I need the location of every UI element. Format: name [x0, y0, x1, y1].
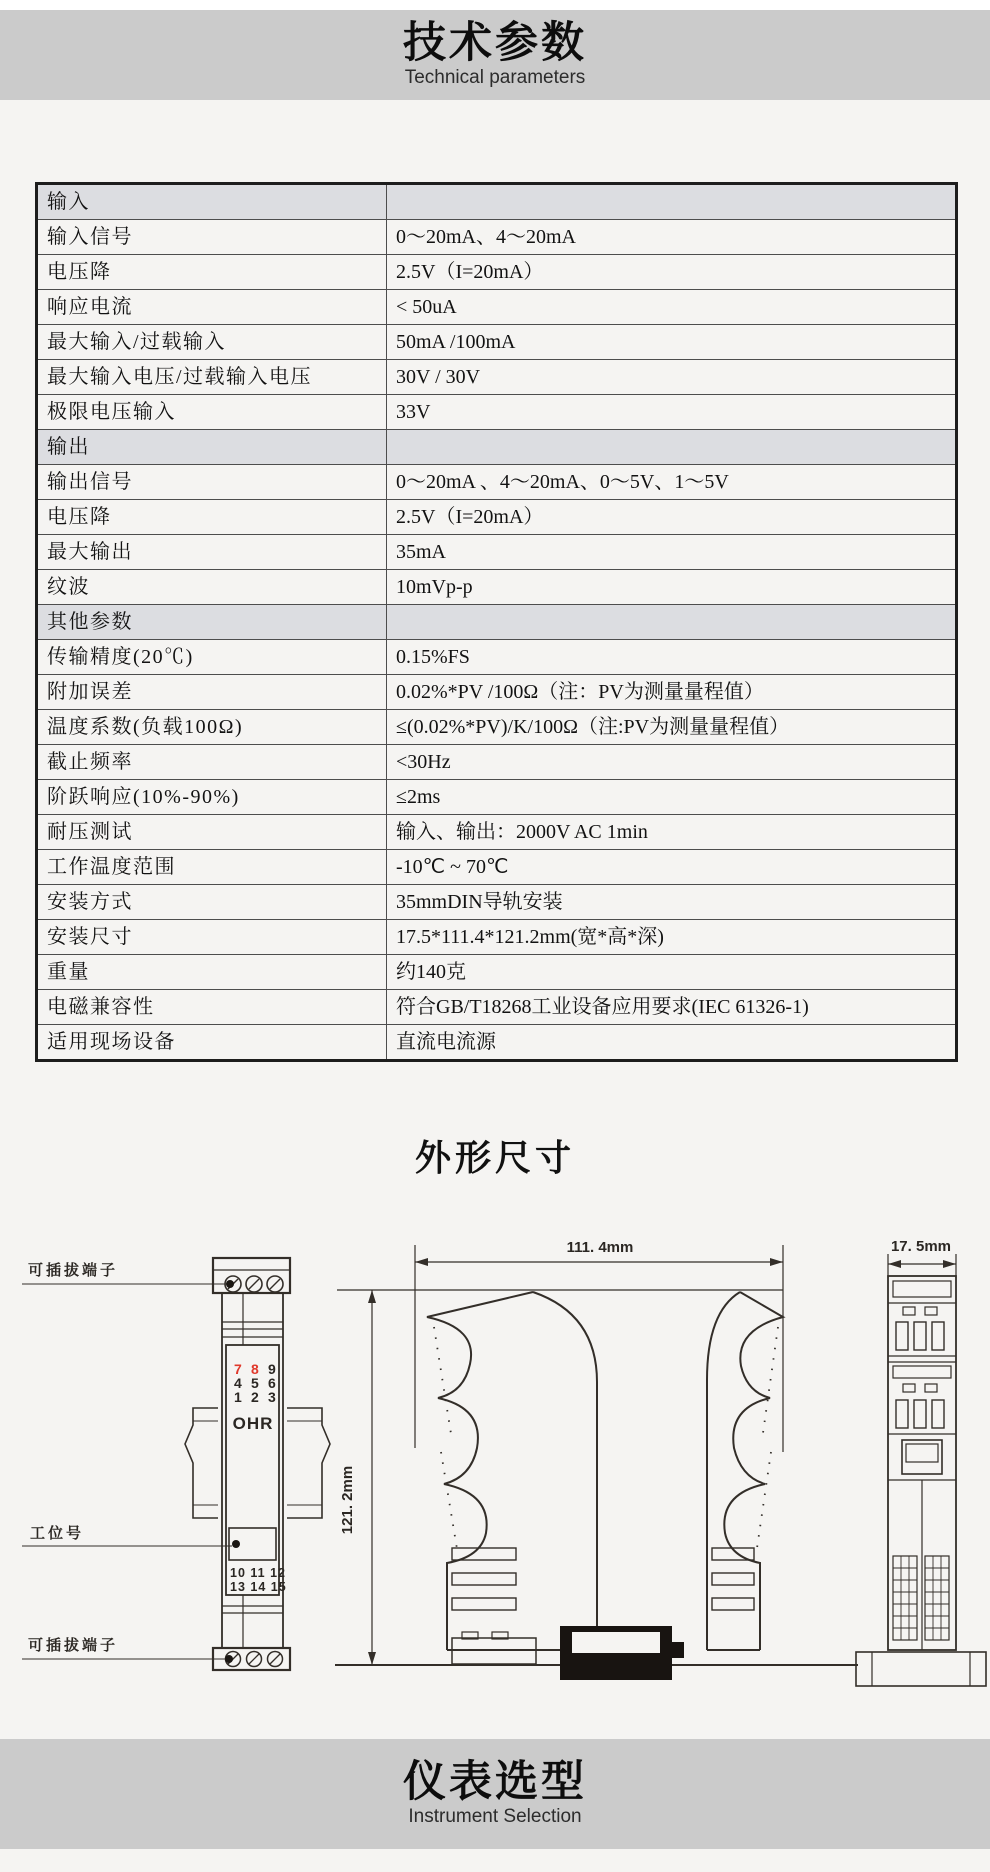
section-header-cell: 其他参数 — [37, 605, 387, 640]
table-row-section — [37, 605, 957, 640]
spec-value-cell — [387, 430, 957, 465]
table-row — [37, 885, 957, 920]
table-row — [37, 990, 957, 1025]
spec-label-cell: 最大输入电压/过载输入电压 — [37, 360, 387, 395]
spec-label-cell: 安装尺寸 — [37, 920, 387, 955]
table-row — [37, 570, 957, 605]
table-row — [37, 955, 957, 990]
table-row-section — [37, 430, 957, 465]
spec-label-cell: 输入信号 — [37, 220, 387, 255]
spec-value-cell: 符合GB/T18268工业设备应用要求(IEC 61326-1) — [387, 990, 957, 1025]
terminal-numbers-top — [234, 1361, 276, 1405]
rail-clip — [560, 1626, 684, 1680]
spec-value-cell: 33V — [387, 395, 957, 430]
spec-value-cell: < 50uA — [387, 290, 957, 325]
spec-value-cell: 35mA — [387, 535, 957, 570]
spec-value-cell: ≤2ms — [387, 780, 957, 815]
spec-value-cell: 0～20mA、4～20mA — [387, 220, 957, 255]
spec-value-cell: 50mA /100mA — [387, 325, 957, 360]
table-row-section — [37, 184, 957, 220]
top-margin — [0, 0, 990, 10]
page-subtitle: Technical parameters — [404, 67, 586, 89]
table-row — [37, 535, 957, 570]
spec-value-cell: 2.5V（I=20mA） — [387, 255, 957, 290]
table-row — [37, 780, 957, 815]
brand-logo: OHR — [232, 1414, 274, 1433]
page-title: 技术参数 — [403, 18, 587, 67]
spec-table — [35, 182, 958, 1062]
dimension-drawings — [0, 1195, 990, 1740]
height-dimension — [337, 1290, 783, 1665]
table-row — [37, 220, 957, 255]
leader-dot — [226, 1280, 234, 1288]
spec-value-cell: 约140克 — [387, 955, 957, 990]
spec-label-cell: 传输精度(20℃) — [37, 640, 387, 675]
width-dim-label: 111. 4mm — [566, 1239, 634, 1256]
spec-label-cell: 重量 — [37, 955, 387, 990]
table-row — [37, 465, 957, 500]
spec-value-cell: <30Hz — [387, 745, 957, 780]
spec-value-cell — [387, 605, 957, 640]
table-row — [37, 640, 957, 675]
spec-value-cell — [387, 184, 957, 220]
spec-label-cell: 极限电压输入 — [37, 395, 387, 430]
table-row — [37, 255, 957, 290]
rail-cross-section — [452, 1632, 536, 1664]
arrowhead-up-icon — [368, 1290, 376, 1303]
label-station-number: 工位号 — [30, 1525, 85, 1542]
spec-value-cell: 0.02%*PV /100Ω（注：PV为测量量程值） — [387, 675, 957, 710]
spec-label-cell: 温度系数(负载100Ω) — [37, 710, 387, 745]
footer-title: 仪表选型 — [403, 1757, 587, 1806]
footer-band — [0, 1739, 990, 1849]
table-row — [37, 290, 957, 325]
rail-latch — [902, 1440, 942, 1474]
table-row — [37, 675, 957, 710]
table-row — [37, 500, 957, 535]
spec-value-cell: 直流电流源 — [387, 1025, 957, 1061]
leader-dot — [225, 1655, 233, 1663]
table-row — [37, 325, 957, 360]
spec-value-cell: 0.15%FS — [387, 640, 957, 675]
arrowhead-right-icon — [770, 1258, 783, 1266]
leader-dot — [232, 1540, 240, 1548]
side-view-drawing — [335, 1239, 858, 1680]
table-row — [37, 815, 957, 850]
rail-edge-view — [856, 1652, 986, 1686]
arrowhead-down-icon — [368, 1652, 376, 1665]
svg-text:123: 1 2 3 — [234, 1389, 276, 1405]
table-row — [37, 745, 957, 780]
spec-value-cell: 10mVp-p — [387, 570, 957, 605]
spec-label-cell: 安装方式 — [37, 885, 387, 920]
depth-dimension — [888, 1238, 956, 1278]
svg-text:789: 7 8 9 — [234, 1361, 276, 1377]
spec-value-cell: 30V / 30V — [387, 360, 957, 395]
dotted-vent-line — [434, 1327, 458, 1555]
spec-label-cell: 阶跃响应(10%-90%) — [37, 780, 387, 815]
spec-label-cell: 电磁兼容性 — [37, 990, 387, 1025]
spec-label-cell: 附加误差 — [37, 675, 387, 710]
spec-label-cell: 最大输入/过载输入 — [37, 325, 387, 360]
housing-profile-left — [427, 1292, 533, 1650]
header-band — [0, 10, 990, 100]
spec-label-cell: 响应电流 — [37, 290, 387, 325]
height-dim-label: 121. 2mm — [339, 1465, 356, 1535]
spec-value-cell: 35mmDIN导轨安装 — [387, 885, 957, 920]
front-view-drawing — [22, 1258, 330, 1670]
depth-dim-label: 17. 5mm — [890, 1238, 952, 1255]
spec-label-cell: 截止频率 — [37, 745, 387, 780]
svg-text:10 11 12: 10 11 12 — [230, 1566, 286, 1580]
spec-label-cell: 适用现场设备 — [37, 1025, 387, 1061]
section-header-cell: 输出 — [37, 430, 387, 465]
terminal-block-top — [213, 1258, 290, 1293]
label-pluggable-terminal-bottom: 可插拔端子 — [28, 1637, 119, 1654]
svg-text:456: 4 5 6 — [234, 1375, 276, 1391]
spec-value-cell: 2.5V（I=20mA） — [387, 500, 957, 535]
table-row — [37, 920, 957, 955]
footer-subtitle: Instrument Selection — [408, 1806, 582, 1828]
spec-label-cell: 纹波 — [37, 570, 387, 605]
section-header-cell: 输入 — [37, 184, 387, 220]
outline-section-title: 外形尺寸 — [414, 1137, 575, 1178]
housing-profile-right — [724, 1292, 783, 1650]
spec-value-cell: -10℃ ~ 70℃ — [387, 850, 957, 885]
spec-label-cell: 工作温度范围 — [37, 850, 387, 885]
arrowhead-left-icon — [415, 1258, 428, 1266]
spec-value-cell: 17.5*111.4*121.2mm(宽*高*深) — [387, 920, 957, 955]
spec-label-cell: 耐压测试 — [37, 815, 387, 850]
table-row — [37, 1025, 957, 1061]
svg-text:13 14 15: 13 14 15 — [230, 1580, 287, 1594]
arrowhead-right-icon — [943, 1260, 956, 1268]
spec-label-cell: 电压降 — [37, 500, 387, 535]
narrow-view-drawing — [856, 1238, 986, 1686]
arrowhead-left-icon — [888, 1260, 901, 1268]
table-row — [37, 395, 957, 430]
terminal-grid — [893, 1556, 949, 1640]
spec-value-cell: 输入、输出：2000V AC 1min — [387, 815, 957, 850]
label-pluggable-terminal-top: 可插拔端子 — [28, 1262, 119, 1279]
table-row — [37, 710, 957, 745]
dotted-vent-line — [756, 1327, 778, 1555]
spec-value-cell: 0～20mA 、4～20mA、0～5V、1～5V — [387, 465, 957, 500]
spec-label-cell: 输出信号 — [37, 465, 387, 500]
terminal-numbers-bottom — [230, 1566, 287, 1594]
table-row — [37, 360, 957, 395]
spec-label-cell: 最大输出 — [37, 535, 387, 570]
spec-value-cell: ≤(0.02%*PV)/K/100Ω（注:PV为测量量程值） — [387, 710, 957, 745]
spec-label-cell: 电压降 — [37, 255, 387, 290]
table-row — [37, 850, 957, 885]
